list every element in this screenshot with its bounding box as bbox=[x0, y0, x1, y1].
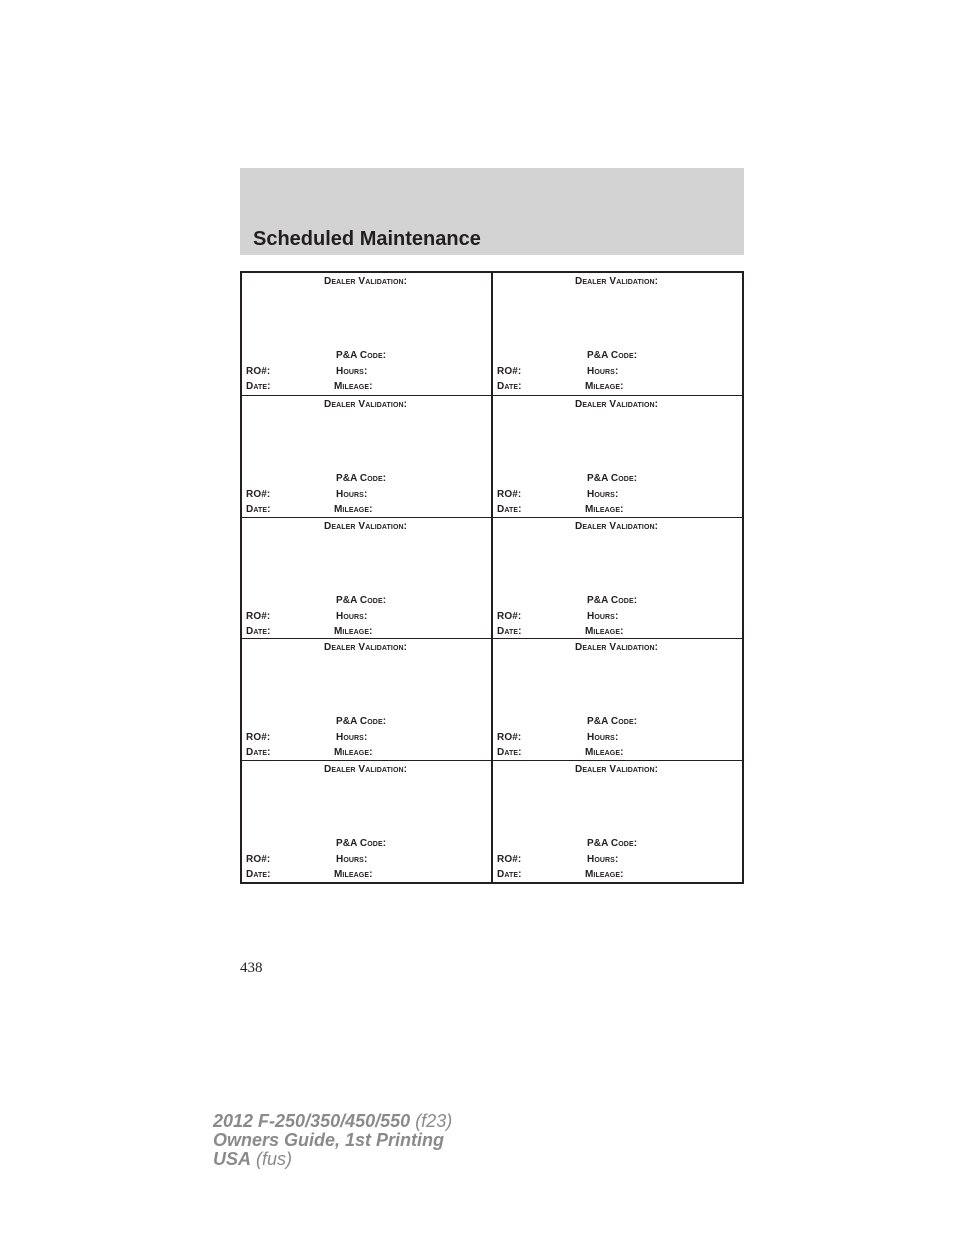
pa-code-label: P&A Code: bbox=[587, 838, 638, 850]
ro-number-label: RO#: bbox=[246, 854, 271, 866]
maintenance-record-cell bbox=[492, 517, 742, 639]
dealer-validation-label: Dealer Validation: bbox=[324, 642, 408, 654]
ro-number-label: RO#: bbox=[497, 610, 522, 622]
pa-code-label: P&A Code: bbox=[336, 716, 387, 728]
hours-label: Hours: bbox=[587, 854, 619, 866]
ro-number-label: RO#: bbox=[246, 488, 271, 500]
ro-number-label: RO#: bbox=[497, 732, 522, 744]
dealer-validation-label: Dealer Validation: bbox=[575, 398, 659, 410]
date-label: Date: bbox=[246, 747, 271, 759]
hours-label: Hours: bbox=[336, 610, 368, 622]
dealer-validation-label: Dealer Validation: bbox=[324, 398, 408, 410]
hours-label: Hours: bbox=[587, 366, 619, 377]
maintenance-record-cell bbox=[242, 273, 492, 395]
date-label: Date: bbox=[246, 503, 271, 515]
mileage-label: Mileage: bbox=[334, 503, 373, 515]
pa-code-label: P&A Code: bbox=[587, 350, 638, 361]
hours-label: Hours: bbox=[587, 610, 619, 622]
date-label: Date: bbox=[497, 869, 522, 881]
ro-number-label: RO#: bbox=[497, 488, 522, 500]
pa-code-label: P&A Code: bbox=[336, 594, 387, 606]
dealer-validation-label: Dealer Validation: bbox=[324, 764, 408, 776]
footer-line-3: USA (fus) bbox=[213, 1149, 293, 1169]
mileage-label: Mileage: bbox=[585, 869, 624, 881]
date-label: Date: bbox=[246, 625, 271, 637]
maintenance-record-cell bbox=[492, 638, 742, 760]
page-title: Scheduled Maintenance bbox=[253, 228, 481, 250]
hours-label: Hours: bbox=[336, 366, 368, 377]
dealer-validation-label: Dealer Validation: bbox=[575, 520, 659, 532]
pa-code-label: P&A Code: bbox=[336, 838, 387, 850]
ro-number-label: RO#: bbox=[497, 366, 522, 377]
footer-line-1: 2012 F-250/350/450/550 (f23) bbox=[213, 1111, 453, 1131]
hours-label: Hours: bbox=[587, 732, 619, 744]
ro-number-label: RO#: bbox=[246, 732, 271, 744]
date-label: Date: bbox=[497, 625, 522, 637]
hours-label: Hours: bbox=[587, 488, 619, 500]
hours-label: Hours: bbox=[336, 854, 368, 866]
header-band bbox=[240, 168, 744, 255]
mileage-label: Mileage: bbox=[334, 747, 373, 759]
mileage-label: Mileage: bbox=[585, 503, 624, 515]
maintenance-record-cell bbox=[242, 760, 492, 882]
pa-code-label: P&A Code: bbox=[587, 716, 638, 728]
mileage-label: Mileage: bbox=[585, 381, 624, 392]
maintenance-record-cell bbox=[242, 517, 492, 639]
mileage-label: Mileage: bbox=[334, 381, 373, 392]
hours-label: Hours: bbox=[336, 488, 368, 500]
mileage-label: Mileage: bbox=[585, 625, 624, 637]
date-label: Date: bbox=[497, 747, 522, 759]
ro-number-label: RO#: bbox=[246, 366, 271, 377]
pa-code-label: P&A Code: bbox=[587, 594, 638, 606]
date-label: Date: bbox=[497, 503, 522, 515]
footer bbox=[213, 1112, 452, 1169]
dealer-validation-label: Dealer Validation: bbox=[324, 520, 408, 532]
dealer-validation-label: Dealer Validation: bbox=[324, 276, 408, 287]
maintenance-record-cell bbox=[492, 273, 742, 395]
maintenance-record-cell bbox=[492, 395, 742, 517]
pa-code-label: P&A Code: bbox=[587, 472, 638, 484]
dealer-validation-label: Dealer Validation: bbox=[575, 764, 659, 776]
maintenance-record-cell bbox=[242, 638, 492, 760]
mileage-label: Mileage: bbox=[334, 869, 373, 881]
pa-code-label: P&A Code: bbox=[336, 472, 387, 484]
date-label: Date: bbox=[246, 381, 271, 392]
pa-code-label: P&A Code: bbox=[336, 350, 387, 361]
mileage-label: Mileage: bbox=[334, 625, 373, 637]
maintenance-record-cell bbox=[492, 760, 742, 882]
ro-number-label: RO#: bbox=[246, 610, 271, 622]
date-label: Date: bbox=[497, 381, 522, 392]
footer-line-2: Owners Guide, 1st Printing bbox=[213, 1130, 445, 1150]
mileage-label: Mileage: bbox=[585, 747, 624, 759]
dealer-validation-label: Dealer Validation: bbox=[575, 276, 659, 287]
hours-label: Hours: bbox=[336, 732, 368, 744]
maintenance-record-grid bbox=[240, 271, 744, 884]
maintenance-record-cell bbox=[242, 395, 492, 517]
dealer-validation-label: Dealer Validation: bbox=[575, 642, 659, 654]
page-number: 438 bbox=[240, 960, 263, 976]
date-label: Date: bbox=[246, 869, 271, 881]
ro-number-label: RO#: bbox=[497, 854, 522, 866]
